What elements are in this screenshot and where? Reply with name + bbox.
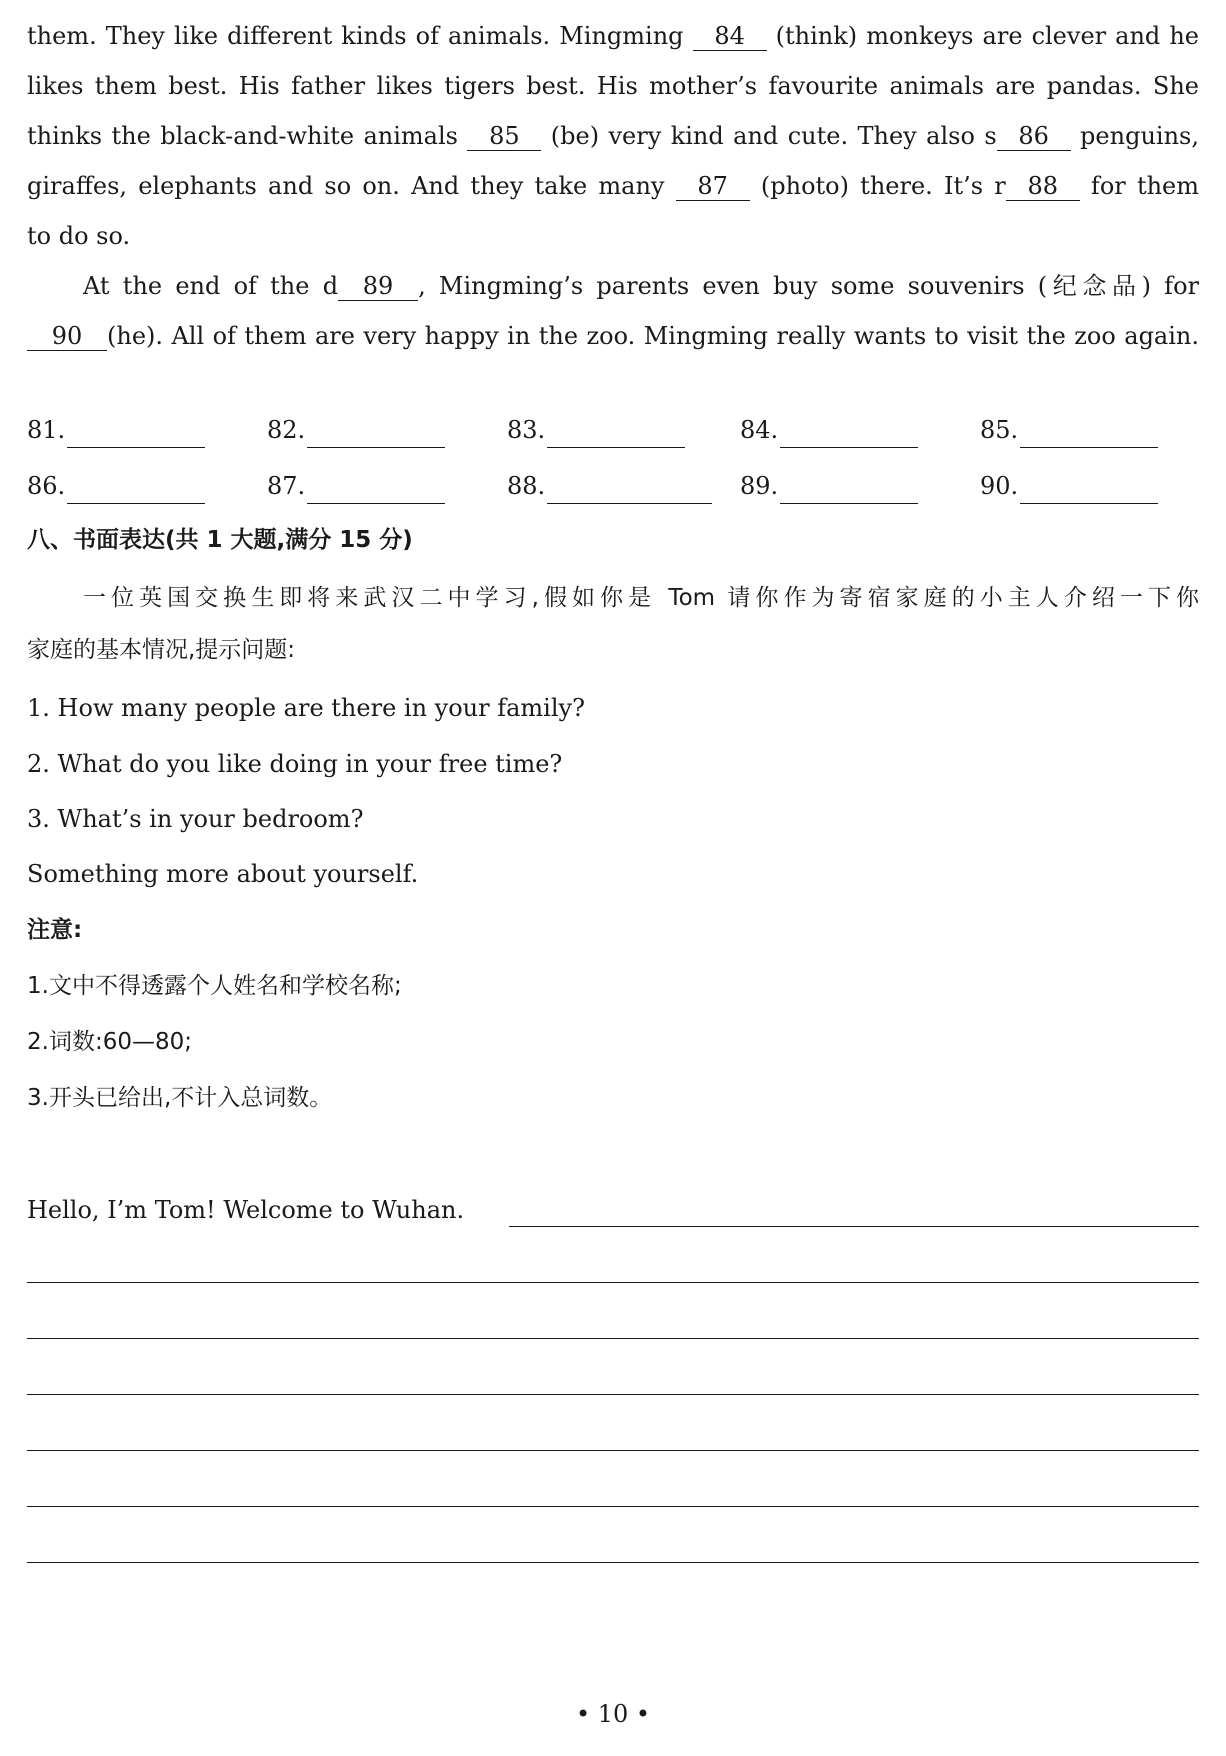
blank-84[interactable]: 84 xyxy=(693,22,767,51)
answer-81[interactable]: 81. xyxy=(27,412,205,448)
section-heading: 八、书面表达(共 1 大题,满分 15 分) xyxy=(27,527,413,553)
passage-line-5: to do so. xyxy=(27,222,131,250)
answer-line[interactable] xyxy=(307,475,445,504)
answer-line[interactable] xyxy=(547,419,685,448)
writing-line[interactable] xyxy=(27,1282,1199,1283)
opening-sentence: Hello, I’m Tom! Welcome to Wuhan. xyxy=(27,1196,465,1224)
answer-84[interactable]: 84. xyxy=(740,412,918,448)
answer-90[interactable]: 90. xyxy=(980,468,1158,504)
question-more: Something more about yourself. xyxy=(27,860,419,888)
answer-88[interactable]: 88. xyxy=(507,468,712,504)
answer-line[interactable] xyxy=(547,475,712,504)
blank-89[interactable]: 89 xyxy=(338,272,418,301)
answer-87[interactable]: 87. xyxy=(267,468,445,504)
writing-line[interactable] xyxy=(27,1338,1199,1339)
note-3: 3.开头已给出,不计入总词数。 xyxy=(27,1085,333,1111)
question-1: 1. How many people are there in your family? xyxy=(27,694,585,722)
answer-82[interactable]: 82. xyxy=(267,412,445,448)
blank-85[interactable]: 85 xyxy=(467,122,541,151)
passage-line-2: likes them best. His father likes tigers best. His mother’s favourite animals are pandas. She xyxy=(27,72,1199,100)
answer-line[interactable] xyxy=(780,419,918,448)
blank-90[interactable]: 90 xyxy=(27,322,107,351)
writing-line[interactable] xyxy=(27,1394,1199,1395)
answer-line[interactable] xyxy=(1020,419,1158,448)
answer-89[interactable]: 89. xyxy=(740,468,918,504)
question-2: 2. What do you like doing in your free time? xyxy=(27,750,563,778)
question-3: 3. What’s in your bedroom? xyxy=(27,805,364,833)
blank-88[interactable]: 88 xyxy=(1006,172,1080,201)
writing-line[interactable] xyxy=(27,1506,1199,1507)
answer-83[interactable]: 83. xyxy=(507,412,685,448)
note-2: 2.词数:60—80; xyxy=(27,1029,192,1055)
notes-title: 注意: xyxy=(27,917,83,943)
answer-row-2 xyxy=(27,468,1199,508)
prompt-line-2: 家庭的基本情况,提示问题: xyxy=(27,637,296,663)
blank-86[interactable]: 86 xyxy=(997,122,1071,151)
page-number: • 10 • xyxy=(575,1700,651,1728)
answer-line[interactable] xyxy=(307,419,445,448)
writing-line[interactable] xyxy=(27,1450,1199,1451)
passage-line-3: thinks the black-and-white animals 85 (be) very kind and cute. They also s 86 penguins, xyxy=(27,122,1199,150)
answer-line[interactable] xyxy=(780,475,918,504)
passage-line-4: giraffes, elephants and so on. And they take many 87 (photo) there. It’s r 88 for them xyxy=(27,172,1200,200)
passage-line-1: them. They like different kinds of animals. Mingming 84 (think) monkeys are clever and he xyxy=(27,22,1200,50)
answer-line[interactable] xyxy=(67,475,205,504)
answer-line[interactable] xyxy=(1020,475,1158,504)
answer-85[interactable]: 85. xyxy=(980,412,1158,448)
answer-row-1 xyxy=(27,412,1199,452)
prompt-line-1: 一位英国交换生即将来武汉二中学习,假如你是 Tom 请你作为寄宿家庭的小主人介绍一下你 xyxy=(83,585,1199,611)
note-1: 1.文中不得透露个人姓名和学校名称; xyxy=(27,973,402,999)
answer-86[interactable]: 86. xyxy=(27,468,205,504)
writing-line[interactable] xyxy=(27,1562,1199,1563)
answer-line[interactable] xyxy=(67,419,205,448)
passage-line-7: 90 (he). All of them are very happy in the zoo. Mingming really wants to visit the zoo again. xyxy=(27,318,1199,354)
blank-87[interactable]: 87 xyxy=(676,172,750,201)
writing-line[interactable] xyxy=(509,1226,1199,1227)
passage-line-6: At the end of the d 89 , Mingming’s parents even buy some souvenirs (纪念品) for xyxy=(83,272,1199,300)
